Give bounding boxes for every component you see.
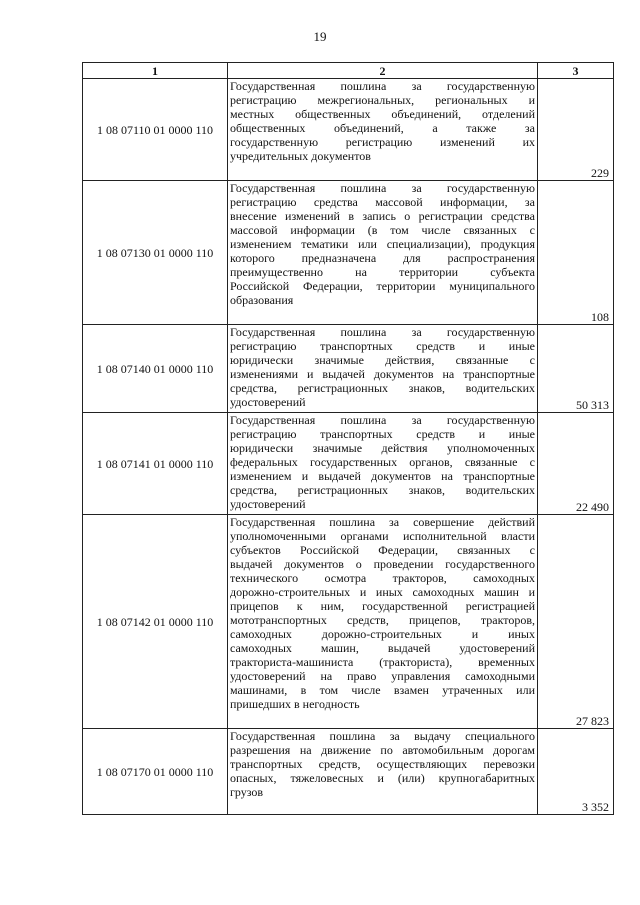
amount-cell: 229 [538, 79, 614, 181]
description-line: пришедших в негодность [230, 697, 360, 711]
description-line: Российской Федерации, территории муниципального [230, 279, 535, 293]
amount-cell: 22 490 [538, 413, 614, 515]
description-line: Государственная пошлина за государственную [230, 181, 535, 195]
description-line: изменениями и выдачей документов на транспортные [230, 367, 535, 381]
description-line: изменением и выдачей документов на транспортные [230, 469, 535, 483]
table-row [83, 515, 614, 729]
description-line: опасных, тяжеловесных и (или) крупногабаритных [230, 771, 535, 785]
amount-cell: 50 313 [538, 325, 614, 413]
description-line: массовой информации (в том числе связанных с [230, 223, 535, 237]
description-line: средства, регистрационных знаков, водительских [230, 483, 535, 497]
description-cell [228, 413, 538, 515]
table-row [83, 729, 614, 815]
description-line: которого предназначена для распространения [230, 251, 535, 265]
amount-cell: 3 352 [538, 729, 614, 815]
description-line: выдачей документов о проведении государственного [230, 557, 535, 571]
description-line: образования [230, 293, 294, 307]
description-line: учредительных документов [230, 149, 371, 163]
description-line: юридически значимые действия, связанные с [230, 353, 535, 367]
column-header-code: 1 [83, 63, 228, 79]
description-cell [228, 515, 538, 729]
description-line: дорожно-строительных и иных самоходных машин и [230, 585, 535, 599]
amount-cell: 27 823 [538, 515, 614, 729]
table-row [83, 413, 614, 515]
description-line: самоходных дорожно-строительных и иных [230, 627, 535, 641]
description-line: регистрацию транспортных средств и иные [230, 427, 535, 441]
budget-code-cell: 1 08 07130 01 0000 110 [83, 181, 228, 325]
budget-code-cell: 1 08 07140 01 0000 110 [83, 325, 228, 413]
budget-code-cell: 1 08 07142 01 0000 110 [83, 515, 228, 729]
description-line: разрешения на движение по автомобильным дорогам [230, 743, 535, 757]
description-line: тракториста-машиниста (тракториста), временных [230, 655, 535, 669]
description-cell [228, 325, 538, 413]
description-line: Государственная пошлина за государственную [230, 79, 535, 93]
column-header-description: 2 [228, 63, 538, 79]
description-line: регистрацию транспортных средств и иные [230, 339, 535, 353]
description-line: юридически значимые действия уполномоченных [230, 441, 535, 455]
page-number: 19 [313, 29, 327, 44]
description-line: прицепов к ним, государственной регистрацией [230, 599, 535, 613]
description-line: мототранспортных средств, прицепов, тракторов, [230, 613, 535, 627]
description-cell [228, 79, 538, 181]
description-line: средства, регистрационных знаков, водительских [230, 381, 535, 395]
description-line: удостоверений на право управления самоходными [230, 669, 535, 683]
description-cell [228, 729, 538, 815]
description-line: государственную регистрацию изменений их [230, 135, 535, 149]
description-line: субъектов Российской Федерации, связанных с [230, 543, 535, 557]
column-header-amount: 3 [538, 63, 614, 79]
description-line: самоходных машин, выдачей удостоверений [230, 641, 535, 655]
description-line: Государственная пошлина за совершение действий [230, 515, 535, 529]
table-header-row [83, 63, 614, 79]
description-line: федеральных государственных органов, связанные с [230, 455, 535, 469]
description-line: общественных объединений, а также за [230, 121, 535, 135]
description-line: Государственная пошлина за государственную [230, 325, 535, 339]
budget-code-cell: 1 08 07141 01 0000 110 [83, 413, 228, 515]
budget-code-cell: 1 08 07110 01 0000 110 [83, 79, 228, 181]
description-line: машинами, в том числе взамен утраченных или [230, 683, 535, 697]
description-line: преимущественно на территории субъекта [230, 265, 535, 279]
description-line: технического осмотра тракторов, самоходных [230, 571, 535, 585]
amount-cell: 108 [538, 181, 614, 325]
description-line: транспортных средств, осуществляющих перевозки [230, 757, 535, 771]
table-row [83, 325, 614, 413]
description-line: регистрацию межрегиональных, региональных и [230, 93, 535, 107]
budget-table [82, 62, 614, 815]
table-row [83, 181, 614, 325]
description-line: регистрацию средства массовой информации, за [230, 195, 535, 209]
description-line: удостоверений [230, 497, 306, 511]
description-line: внесение изменений в запись о регистрации средства [230, 209, 535, 223]
description-line: уполномоченными органами исполнительной власти [230, 529, 535, 543]
description-cell [228, 181, 538, 325]
table-row [83, 79, 614, 181]
description-line: грузов [230, 785, 264, 799]
description-line: местных общественных объединений, отделений [230, 107, 535, 121]
description-line: удостоверений [230, 395, 306, 409]
budget-code-cell: 1 08 07170 01 0000 110 [83, 729, 228, 815]
description-line: Государственная пошлина за государственную [230, 413, 535, 427]
description-line: изменением тематики или специализации), продукция [230, 237, 535, 251]
description-line: Государственная пошлина за выдачу специального [230, 729, 535, 743]
